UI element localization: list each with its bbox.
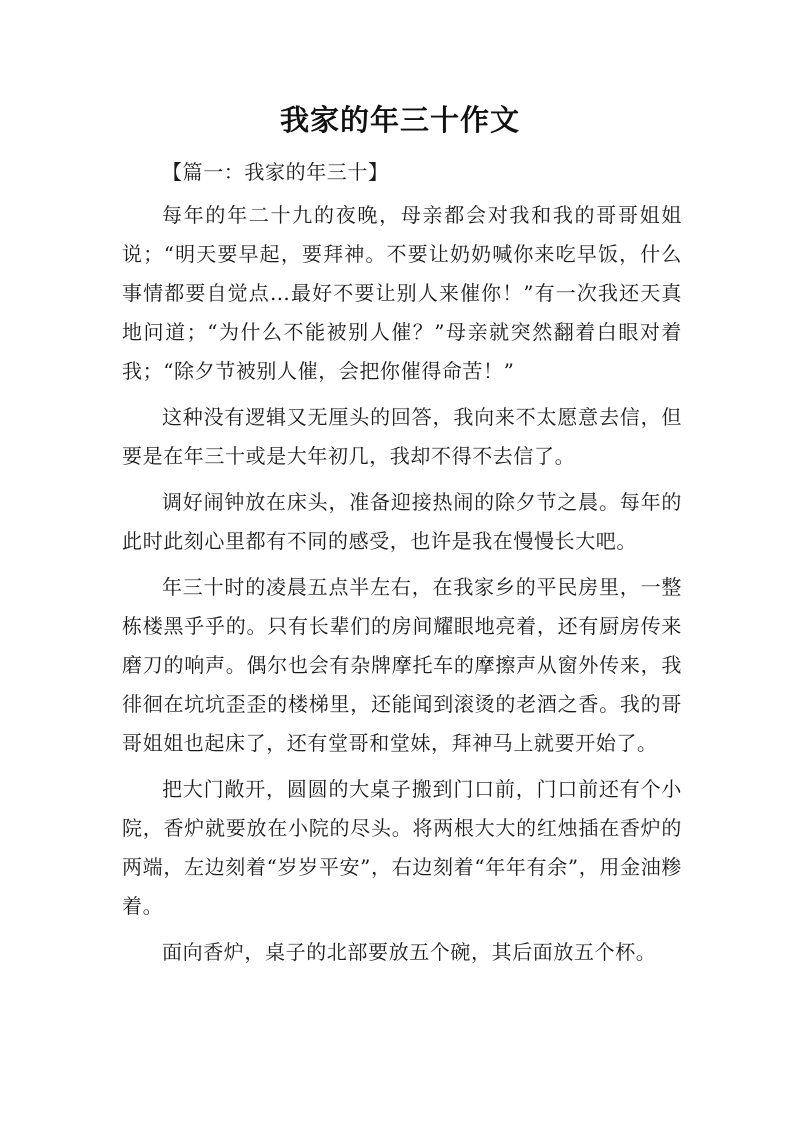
paragraph: 调好闹钟放在床头，准备迎接热闹的除夕节之晨。每年的此时此刻心里都有不同的感受，也许是我在慢慢长大吧。: [122, 490, 682, 553]
document-title: 我家的年三十作文: [279, 103, 520, 137]
section-heading: 【篇一：我家的年三十】: [162, 160, 389, 184]
paragraph: 面向香炉，桌子的北部要放五个碗，其后面放五个杯。: [162, 940, 657, 964]
paragraph: 这种没有逻辑又无厘头的回答，我向来不太愿意去信，但要是在年三十或是大年初几，我却不得不去信了。: [122, 405, 682, 468]
document-body: [122, 153, 682, 979]
paragraph: 年三十时的凌晨五点半左右，在我家乡的平民房里，一整栋楼黑乎乎的。只有长辈们的房间耀眼地亮着，还有厨房传来磨刀的响声。偶尔也会有杂牌摩托车的摩擦声从窗外传来，我徘徊在坑坑歪歪的楼梯里，还能闻到滚烫的老酒之香。我的哥哥姐姐也起床了，还有堂哥和堂妹，拜神马上就要开始了。: [122, 575, 682, 755]
paragraph: 每年的年二十九的夜晚，母亲都会对我和我的哥哥姐姐说；“明天要早起，要拜神。不要让奶奶喊你来吃早饭，什么事情都要自觉点…最好不要让别人来催你！”有一次我还天真地问道；“为什么不能被别人催？”母亲就突然翻着白眼对着我；“除夕节被别人催，会把你催得命苦！”: [122, 203, 682, 383]
paragraph: 把大门敞开，圆圆的大桌子搬到门口前，门口前还有个小院，香炉就要放在小院的尽头。将两根大大的红烛插在香炉的两端，左边刻着“岁岁平安”，右边刻着“年年有余”，用金油糁着。: [122, 777, 682, 918]
